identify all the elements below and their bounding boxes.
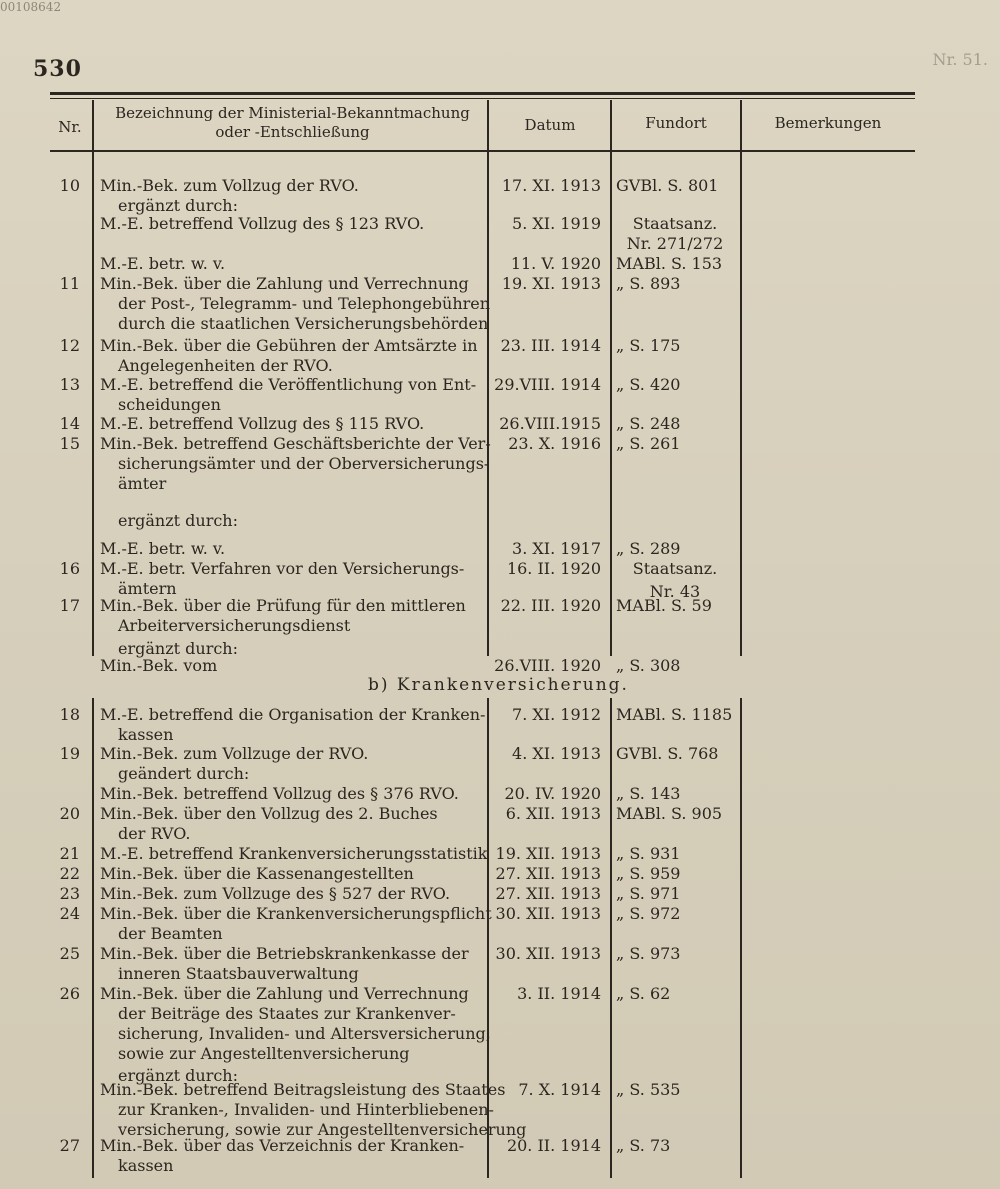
row-text-line: M.-E. betreffend Krankenversicherungsstatistik	[100, 844, 488, 863]
row-text-line: Min.-Bek. über den Vollzug des 2. Buches	[100, 804, 438, 823]
row-fundort: „ S. 420	[616, 375, 681, 394]
row-text-line: versicherung, sowie zur Angestelltenversicherung	[118, 1120, 527, 1139]
row-fundort: Nr. 43	[649, 582, 701, 601]
row-text-line: Min.-Bek. über die Gebühren der Amtsärzte in	[100, 336, 478, 355]
col-line-1	[92, 100, 94, 656]
row-fundort: „ S. 972	[616, 904, 681, 923]
row-text-line: scheidungen	[118, 395, 221, 414]
row-text-line: Min.-Bek. über das Verzeichnis der Kranken-	[100, 1136, 465, 1155]
row-number: 25	[59, 944, 80, 963]
row-number: 19	[59, 744, 80, 763]
row-text-line: Min.-Bek. zum Vollzuge der RVO.	[100, 744, 369, 763]
header-bottom-rule	[50, 150, 915, 152]
row-fundort: „ S. 535	[616, 1080, 681, 1099]
row-number: 12	[59, 336, 80, 355]
row-datum: 26.VIII. 1920	[494, 656, 601, 675]
row-fundort: „ S. 248	[616, 414, 681, 433]
top-rule	[50, 92, 915, 95]
row-datum: 5. XI. 1919	[512, 214, 601, 233]
row-fundort: „ S. 308	[616, 656, 681, 675]
row-text-line: M.-E. betr. Verfahren vor den Versicherungs-	[100, 559, 465, 578]
row-text-line: Min.-Bek. vom	[100, 656, 218, 675]
row-number: 16	[59, 559, 80, 578]
row-datum: 26.VIII.1915	[499, 414, 601, 433]
row-text-line: durch die staatlichen Versicherungsbehörden	[118, 314, 489, 333]
top-strip-number: 00108642	[0, 0, 62, 14]
row-datum: 19. XI. 1913	[501, 274, 601, 293]
row-text-line: sicherungsämter und der Oberversicherungs-	[118, 454, 490, 473]
row-number: 18	[59, 705, 80, 724]
row-text-line: ämter	[118, 474, 167, 493]
row-text-line: Min.-Bek. betreffend Beitragsleistung des Staates	[100, 1080, 506, 1099]
row-text-line: zur Kranken-, Invaliden- und Hinterbliebenen-	[118, 1100, 494, 1119]
row-datum: 27. XII. 1913	[495, 884, 601, 903]
row-text-line: ergänzt durch:	[118, 196, 238, 215]
row-text-line: geändert durch:	[118, 764, 250, 783]
row-text-line: kassen	[118, 1156, 174, 1175]
row-fundort: „ S. 893	[616, 274, 681, 293]
row-text-line: der Beamten	[118, 924, 223, 943]
row-number: 20	[59, 804, 80, 823]
row-text-line: der Post-, Telegramm- und Telephongebühren	[118, 294, 491, 313]
corner-mark: Nr. 51.	[932, 50, 988, 69]
row-number: 17	[59, 596, 80, 615]
row-fundort: „ S. 143	[616, 784, 681, 803]
row-fundort: „ S. 959	[616, 864, 681, 883]
row-text-line: M.-E. betreffend die Veröffentlichung von Ent-	[100, 375, 477, 394]
row-fundort: „ S. 971	[616, 884, 681, 903]
row-number: 11	[59, 274, 80, 293]
row-fundort: „ S. 73	[616, 1136, 671, 1155]
row-text-line: Min.-Bek. betreffend Geschäftsberichte der Ver-	[100, 434, 491, 453]
row-datum: 20. II. 1914	[506, 1136, 601, 1155]
row-number: 22	[59, 864, 80, 883]
row-text-line: inneren Staatsbauverwaltung	[118, 964, 359, 983]
row-text-line: Min.-Bek. über die Kassenangestellten	[100, 864, 414, 883]
row-fundort: „ S. 62	[616, 984, 671, 1003]
header-nr: Nr.	[58, 118, 82, 136]
row-datum: 22. III. 1920	[500, 596, 601, 615]
row-text-line: Min.-Bek. über die Zahlung und Verrechnung	[100, 984, 469, 1003]
row-text-line: ergänzt durch:	[118, 639, 238, 658]
row-datum: 30. XII. 1913	[495, 944, 601, 963]
row-number: 13	[59, 375, 80, 394]
header-title: Bezeichnung der Ministerial-Bekanntmachung oder -Entschließung	[115, 104, 470, 141]
row-text-line: Arbeiterversicherungsdienst	[118, 616, 351, 635]
row-fundort: MABl. S. 1185	[616, 705, 733, 724]
row-number: 14	[59, 414, 80, 433]
row-text-line: M.-E. betr. w. v.	[100, 254, 226, 273]
row-datum: 17. XI. 1913	[501, 176, 601, 195]
row-number: 26	[59, 984, 80, 1003]
col-line-4	[740, 100, 742, 656]
row-fundort: Nr. 271/272	[626, 234, 724, 253]
header-datum: Datum	[524, 116, 576, 134]
row-fundort: GVBl. S. 768	[616, 744, 719, 763]
row-datum: 6. XII. 1913	[505, 804, 601, 823]
row-text-line: Angelegenheiten der RVO.	[118, 356, 333, 375]
row-text-line: Min.-Bek. über die Krankenversicherungspflicht	[100, 904, 492, 923]
header-fundort: Fundort	[645, 114, 707, 132]
row-text-line: sowie zur Angestelltenversicherung	[118, 1044, 410, 1063]
row-datum: 30. XII. 1913	[495, 904, 601, 923]
row-text-line: Min.-Bek. zum Vollzuge des § 527 der RVO.	[100, 884, 451, 903]
row-datum: 11. V. 1920	[510, 254, 601, 273]
row-text-line: kassen	[118, 725, 174, 744]
row-fundort: „ S. 973	[616, 944, 681, 963]
col-line-4b	[740, 698, 742, 1178]
row-datum: 4. XI. 1913	[512, 744, 601, 763]
row-fundort: MABl. S. 905	[616, 804, 723, 823]
row-text-line: ämtern	[118, 579, 177, 598]
row-fundort: MABl. S. 59	[616, 596, 712, 615]
row-number: 10	[59, 176, 80, 195]
row-number: 15	[59, 434, 80, 453]
col-line-3b	[610, 698, 612, 1178]
row-datum: 3. II. 1914	[517, 984, 601, 1003]
row-text-line: M.-E. betr. w. v.	[100, 539, 226, 558]
col-line-1b	[92, 698, 94, 1178]
row-number: 27	[59, 1136, 80, 1155]
row-text-line: ergänzt durch:	[118, 1066, 238, 1085]
row-text-line: Min.-Bek. über die Betriebskrankenkasse der	[100, 944, 469, 963]
row-text-line: M.-E. betreffend die Organisation der Kranken-	[100, 705, 486, 724]
page-number: 530	[33, 56, 82, 82]
row-text-line: Min.-Bek. über die Zahlung und Verrechnung	[100, 274, 469, 293]
row-number: 21	[59, 844, 80, 863]
row-text-line: M.-E. betreffend Vollzug des § 115 RVO.	[100, 414, 425, 433]
row-text-line: der Beiträge des Staates zur Krankenver-	[118, 1004, 456, 1023]
row-fundort: „ S. 175	[616, 336, 681, 355]
row-number: 23	[59, 884, 80, 903]
row-text-line: Min.-Bek. über die Prüfung für den mittleren	[100, 596, 466, 615]
row-text-line: sicherung, Invaliden- und Altersversicherung,	[118, 1024, 491, 1043]
row-datum: 19. XII. 1913	[495, 844, 601, 863]
row-datum: 7. XI. 1912	[512, 705, 601, 724]
row-fundort: Staatsanz.	[632, 214, 718, 233]
section-heading: b) Krankenversicherung.	[368, 675, 629, 695]
row-fundort: Staatsanz.	[632, 559, 718, 578]
row-datum: 27. XII. 1913	[495, 864, 601, 883]
row-datum: 16. II. 1920	[506, 559, 601, 578]
row-number: 24	[59, 904, 80, 923]
row-datum: 29.VIII. 1914	[494, 375, 601, 394]
row-text-line: der RVO.	[118, 824, 191, 843]
top-rule-thin	[50, 98, 915, 99]
row-fundort: GVBl. S. 801	[616, 176, 719, 195]
row-text-line: Min.-Bek. zum Vollzug der RVO.	[100, 176, 359, 195]
row-fundort: „ S. 261	[616, 434, 681, 453]
row-fundort: MABl. S. 153	[616, 254, 723, 273]
row-text-line: Min.-Bek. betreffend Vollzug des § 376 RVO.	[100, 784, 459, 803]
row-datum: 23. X. 1916	[508, 434, 601, 453]
row-datum: 20. IV. 1920	[504, 784, 601, 803]
row-datum: 3. XI. 1917	[512, 539, 601, 558]
row-fundort: „ S. 931	[616, 844, 681, 863]
row-text-line: M.-E. betreffend Vollzug des § 123 RVO.	[100, 214, 425, 233]
row-fundort: „ S. 289	[616, 539, 681, 558]
row-text-line: ergänzt durch:	[118, 511, 238, 530]
row-datum: 23. III. 1914	[500, 336, 601, 355]
header-bemerkungen: Bemerkungen	[774, 114, 882, 132]
row-datum: 7. X. 1914	[518, 1080, 601, 1099]
